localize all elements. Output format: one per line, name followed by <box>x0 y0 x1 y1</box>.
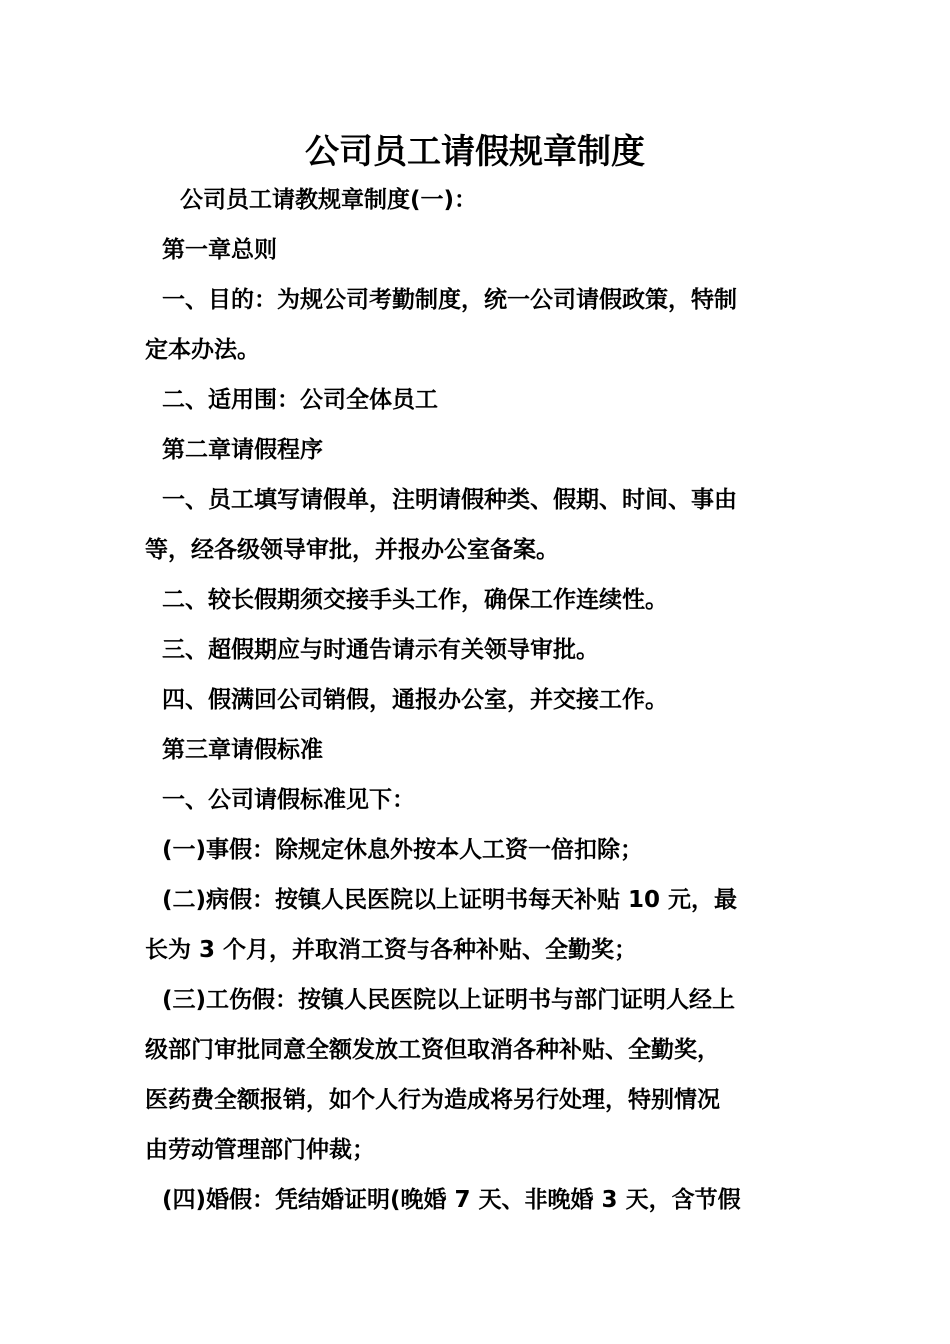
paragraph-line: 二、适用围：公司全体员工 <box>162 387 438 413</box>
paragraph-line: 一、公司请假标准见下： <box>162 787 415 813</box>
paragraph-line: 由劳动管理部门仲裁； <box>145 1137 375 1163</box>
paragraph-line: (一)事假：除规定休息外按本人工资一倍扣除； <box>162 837 644 863</box>
paragraph-line: 一、员工填写请假单，注明请假种类、假期、时间、事由 <box>162 487 737 513</box>
subtitle-line: 公司员工请教规章制度(一)： <box>180 187 478 213</box>
paragraph-line: 二、较长假期须交接手头工作，确保工作连续性。 <box>162 587 668 613</box>
paragraph-line: 三、超假期应与时通告请示有关领导审批。 <box>162 637 599 663</box>
chapter-3-heading: 第三章请假标准 <box>162 737 323 763</box>
paragraph-line: 定本办法。 <box>145 337 260 363</box>
paragraph-line: 一、目的：为规公司考勤制度，统一公司请假政策，特制 <box>162 287 737 313</box>
document-title: 公司员工请假规章制度 <box>305 132 645 172</box>
paragraph-line: 医药费全额报销，如个人行为造成将另行处理，特别情况 <box>145 1087 720 1113</box>
paragraph-line: 等，经各级领导审批，并报办公室备案。 <box>145 537 559 563</box>
chapter-2-heading: 第二章请假程序 <box>162 437 323 463</box>
paragraph-line: 四、假满回公司销假，通报办公室，并交接工作。 <box>162 687 668 713</box>
paragraph-line: 长为 3 个月，并取消工资与各种补贴、全勤奖； <box>145 937 638 963</box>
paragraph-line: (四)婚假：凭结婚证明(晚婚 7 天、非晚婚 3 天，含节假 <box>162 1187 741 1213</box>
paragraph-line: (二)病假：按镇人民医院以上证明书每天补贴 10 元，最 <box>162 887 738 913</box>
chapter-1-heading: 第一章总则 <box>162 237 277 263</box>
paragraph-line: 级部门审批同意全额发放工资但取消各种补贴、全勤奖， <box>145 1037 720 1063</box>
paragraph-line: (三)工伤假：按镇人民医院以上证明书与部门证明人经上 <box>162 987 736 1013</box>
